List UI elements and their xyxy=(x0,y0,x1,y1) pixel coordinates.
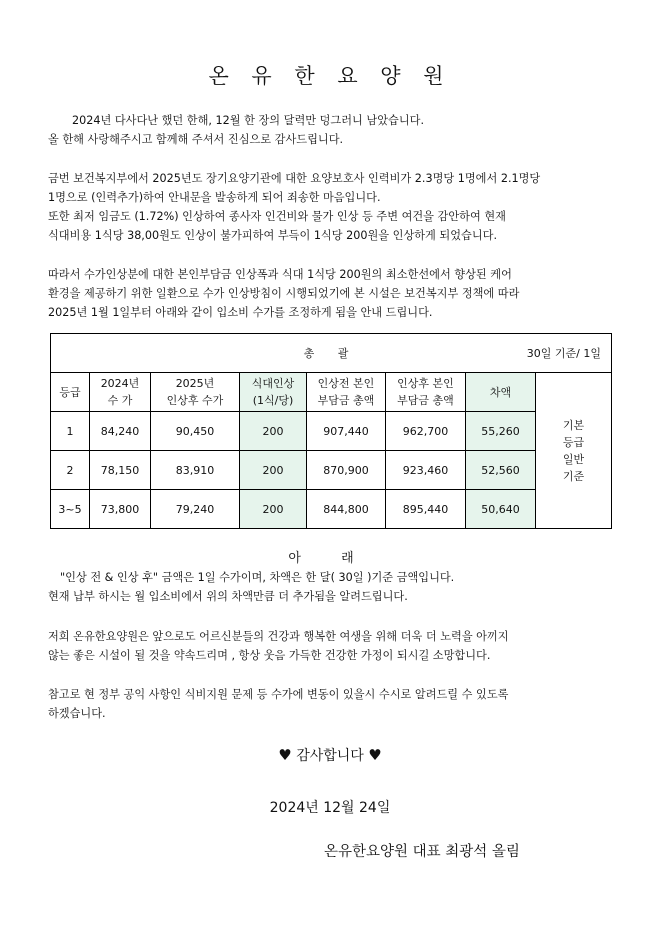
cell-fee-2025: 90,450 xyxy=(151,412,240,451)
note-column: 기본 등급 일반 기준 xyxy=(536,373,612,529)
cell-fee-2024: 84,240 xyxy=(90,412,151,451)
cell-after-total: 923,460 xyxy=(386,451,466,490)
thanks-text: 감사합니다 xyxy=(296,748,364,764)
cell-before-total: 844,800 xyxy=(307,490,386,529)
reference-line-1: 참고로 현 정부 공익 사항인 식비지원 문제 등 수가에 변동이 있을시 수시로 알려드릴 수 있도록 xyxy=(48,688,509,701)
document-date: 2024년 12월 24일 xyxy=(269,800,391,816)
table-row xyxy=(51,490,612,529)
cell-diff: 52,560 xyxy=(466,451,536,490)
policy-line-1: 따라서 수가인상분에 대한 본인부담금 인상폭과 식대 1식당 200원의 최소한선에서 향상된 케어 xyxy=(48,268,512,281)
thanks-line xyxy=(0,745,660,765)
cell-meal: 200 xyxy=(240,451,307,490)
reference-line-2: 하겠습니다. xyxy=(48,707,106,720)
cell-fee-2025: 83,910 xyxy=(151,451,240,490)
header-before-total: 인상전 본인 부담금 총액 xyxy=(307,373,386,412)
cell-fee-2024: 78,150 xyxy=(90,451,151,490)
section-heading-below: 아 래 xyxy=(288,551,372,566)
cell-diff: 55,260 xyxy=(466,412,536,451)
fee-table xyxy=(50,333,612,529)
greeting-line-2: 올 한해 사랑해주시고 함께해 주셔서 진심으로 감사드립니다. xyxy=(48,133,344,146)
greeting-line-1: 2024년 다사다난 했던 한해, 12월 한 장의 달력만 덩그러니 남았습니다. xyxy=(72,114,425,127)
header-grade: 등급 xyxy=(51,373,90,412)
cell-grade: 1 xyxy=(51,412,90,451)
heart-icon: ♥ xyxy=(368,746,382,764)
header-meal: 식대인상 (1식/당) xyxy=(240,373,307,412)
table-summary-title: 총 괄 xyxy=(303,347,359,360)
table-header-row xyxy=(51,373,612,412)
cell-meal: 200 xyxy=(240,490,307,529)
cell-fee-2025: 79,240 xyxy=(151,490,240,529)
notice-line-2: 1명으로 (인력추가)하여 안내문을 발송하게 되어 죄송한 마음입니다. xyxy=(48,191,381,204)
cell-after-total: 962,700 xyxy=(386,412,466,451)
note-line-2: 현재 납부 하시는 월 입소비에서 위의 차액만큼 더 추가됨을 알려드립니다. xyxy=(48,590,408,603)
cell-before-total: 907,440 xyxy=(307,412,386,451)
notice-line-1: 금번 보건복지부에서 2025년도 장기요양기관에 대한 요양보호사 인력비가 2.3명당 1명에서 2.1명당 xyxy=(48,172,541,185)
header-after-total: 인상후 본인 부담금 총액 xyxy=(386,373,466,412)
cell-fee-2024: 73,800 xyxy=(90,490,151,529)
cell-meal: 200 xyxy=(240,412,307,451)
header-fee-2025: 2025년 인상후 수가 xyxy=(151,373,240,412)
heart-icon: ♥ xyxy=(278,746,292,764)
cell-before-total: 870,900 xyxy=(307,451,386,490)
promise-line-2: 않는 좋은 시설이 될 것을 약속드리며 , 항상 웃음 가득한 건강한 가정이 되시길 소망합니다. xyxy=(48,649,491,662)
note-line-1: "인상 전 & 인상 후" 금액은 1일 수가이며, 차액은 한 달( 30일 )기준 금액입니다. xyxy=(60,571,455,584)
notice-line-4: 식대비용 1식당 38,00원도 인상이 불가피하여 부득이 1식당 200원을 인상하게 되었습니다. xyxy=(48,229,498,242)
cell-diff: 50,640 xyxy=(466,490,536,529)
notice-line-3: 또한 최저 임금도 (1.72%) 인상하여 종사자 인건비와 물가 인상 등 주변 여건을 감안하여 현재 xyxy=(48,210,506,223)
signature: 온유한요양원 대표 최광석 올림 xyxy=(324,844,520,860)
table-summary-header xyxy=(51,334,612,373)
cell-grade: 2 xyxy=(51,451,90,490)
promise-line-1: 저희 온유한요양원은 앞으로도 어르신분들의 건강과 행복한 여생을 위해 더욱 더 노력을 아끼지 xyxy=(48,630,509,643)
cell-after-total: 895,440 xyxy=(386,490,466,529)
policy-line-3: 2025년 1월 1일부터 아래와 같이 입소비 수가를 조정하게 됨을 안내 드립니다. xyxy=(48,306,433,319)
header-fee-2024: 2024년 수 가 xyxy=(90,373,151,412)
document-title: 온 유 한 요 양 원 xyxy=(208,64,452,88)
table-row xyxy=(51,451,612,490)
table-summary-basis: 30일 기준/ 1일 xyxy=(526,347,601,360)
cell-grade: 3~5 xyxy=(51,490,90,529)
policy-line-2: 환경을 제공하기 위한 일환으로 수가 인상방침이 시행되었기에 본 시설은 보건복지부 정책에 따라 xyxy=(48,287,520,300)
header-diff: 차액 xyxy=(466,373,536,412)
table-row xyxy=(51,412,612,451)
